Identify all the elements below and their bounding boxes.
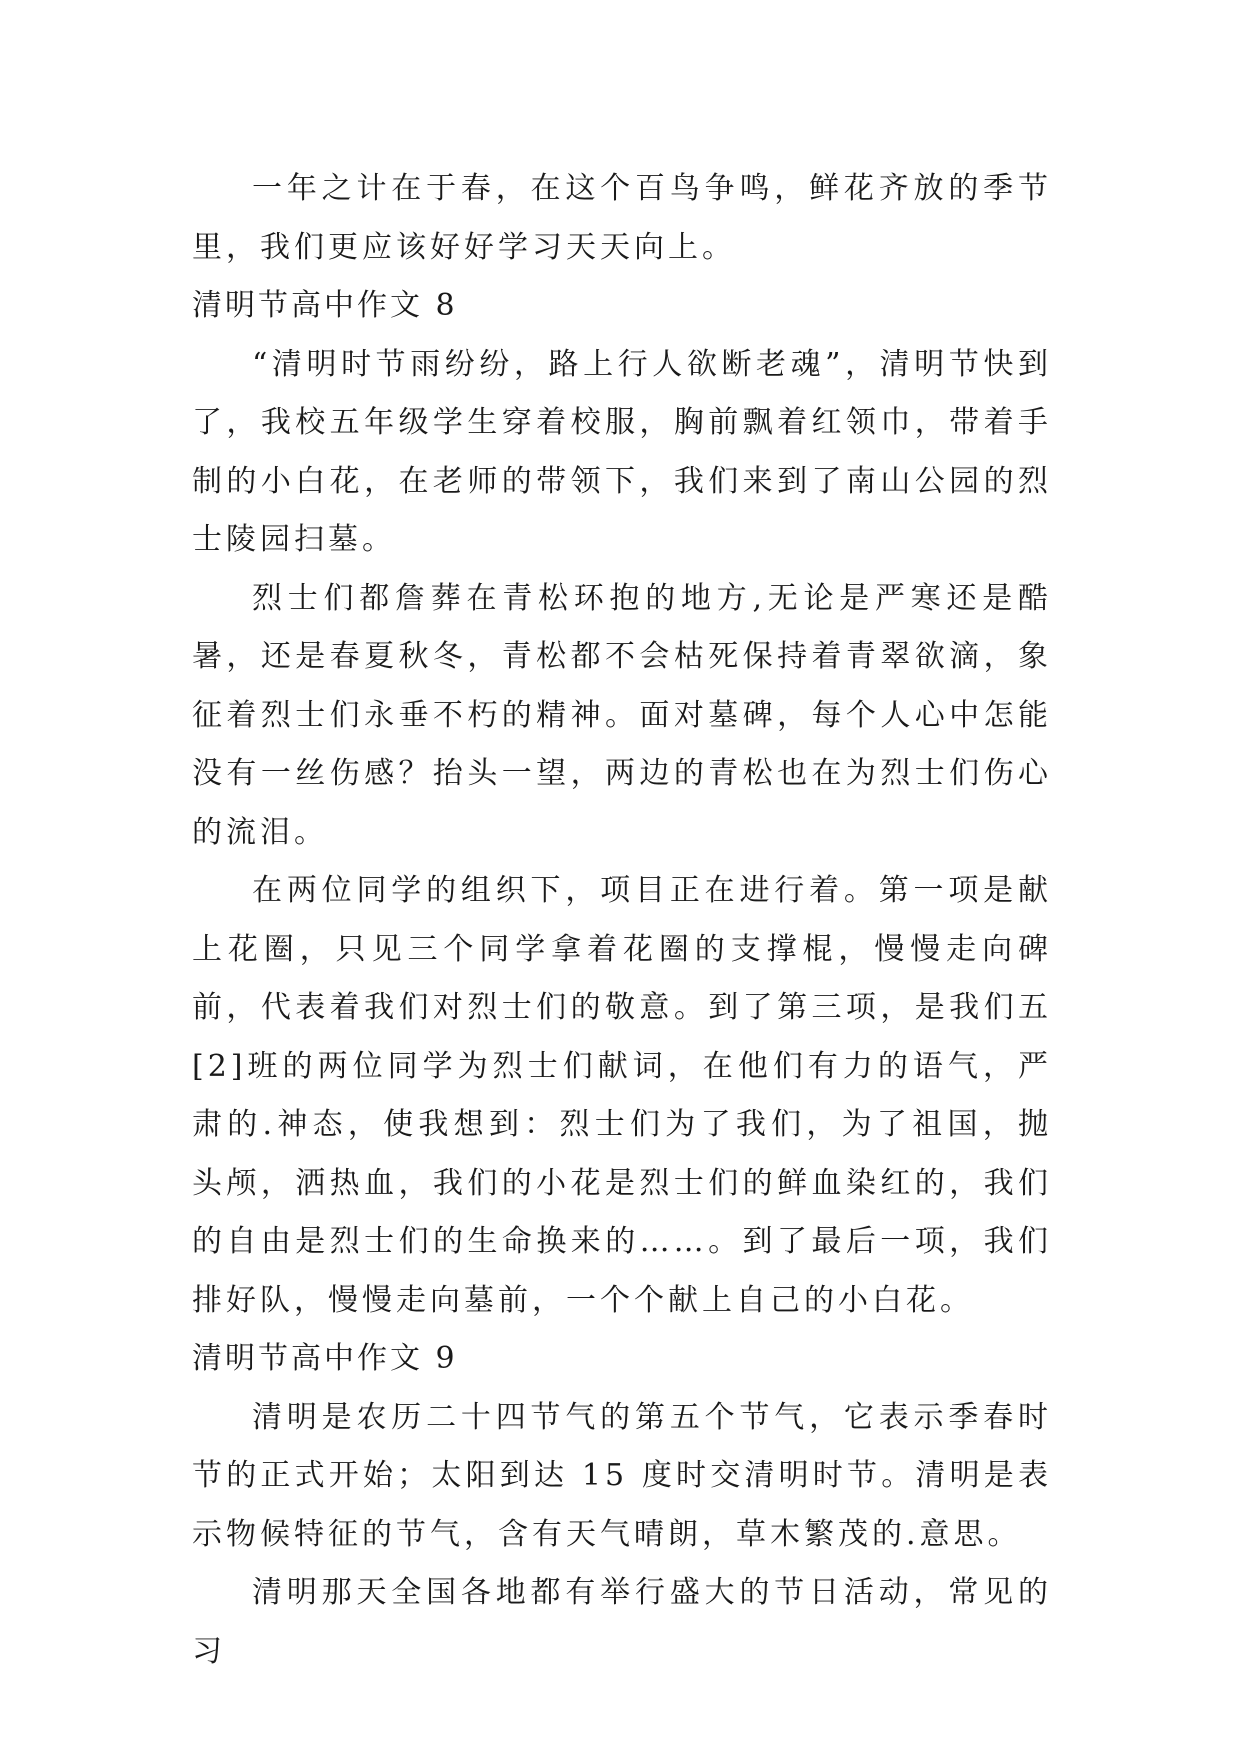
paragraph-spring-intro: 一年之计在于春，在这个百鸟争鸣，鲜花齐放的季节里，我们更应该好好学习天天向上。 [192, 171, 1052, 265]
paragraph-tomb-visit: “清明时节雨纷纷，路上行人欲断老魂”，清明节快到了，我校五年级学生穿着校服，胸前飘着红领巾，带着手制的小白花，在老师的带领下，我们来到了南山公园的烈士陵园扫墓。 [192, 346, 1052, 557]
essay-title-9: 清明节高中作文 9 [192, 1341, 458, 1376]
paragraph-solar-term: 清明是农历二十四节气的第五个节气，它表示季春时节的正式开始；太阳到达 15 度时交清明时节。清明是表示物候特征的节气，含有天气晴朗，草木繁茂的.意思。 [192, 1399, 1052, 1552]
essay-title-8: 清明节高中作文 8 [192, 288, 458, 323]
paragraph-festival-activities: 清明那天全国各地都有举行盛大的节日活动，常见的习 [192, 1575, 1052, 1669]
paragraph-ceremony: 在两位同学的组织下，项目正在进行着。第一项是献上花圈，只见三个同学拿着花圈的支撑棍，慢慢走向碑前，代表着我们对烈士们的敬意。到了第三项，是我们五[2]班的两位同学为烈士们献词，在他们有力的语气，严肃的.神态，使我想到：烈士们为了我们，为了祖国，抛头颅，洒热血，我们的小花是烈士们的鲜血染红的，我们的自由是烈士们的生命换来的……。到了最后一项，我们排好队，慢慢走向墓前，一个个献上自己的小白花。 [192, 873, 1052, 1318]
paragraph-pine-trees: 烈士们都詹葬在青松环抱的地方,无论是严寒还是酷暑，还是春夏秋冬，青松都不会枯死保持着青翠欲滴，象征着烈士们永垂不朽的精神。面对墓碑，每个人心中怎能没有一丝伤感？抬头一望，两边的青松也在为烈士们伤心的流泪。 [192, 580, 1052, 850]
essay-text [192, 160, 1052, 1681]
